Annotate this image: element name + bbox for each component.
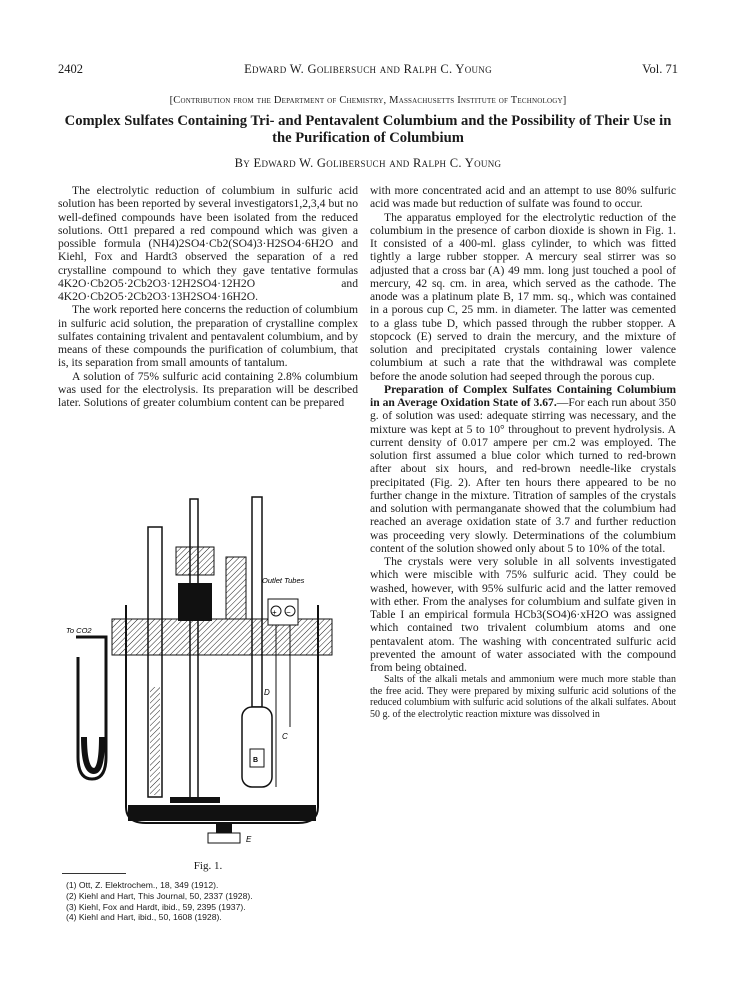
footnote-3: (3) Kiehl, Fox and Hardt, ibid., 59, 2395 (1937).	[66, 901, 246, 912]
running-head-authors: Edward W. Golibersuch and Ralph C. Young	[244, 62, 492, 76]
cup-c-label: C	[282, 732, 288, 741]
page-number: 2402	[58, 62, 83, 76]
solution-paragraph: A solution of 75% sulfuric acid containing 2.8% columbium was used for the electrolysis. Its preparation will be described later. Solutions of greater columbium content can be prepared	[58, 369, 358, 409]
footnotes	[66, 880, 358, 923]
salts-paragraph: Salts of the alkali metals and ammonium were much more stable than the free acid. They were prepared by mixing sulfuric acid solutions of the reduced columbium with sulfuric acid solutions of the alkali sulfates. About 50 g. of the electrolytic reaction mixture was dissolved in	[370, 674, 676, 720]
byline: By Edward W. Golibersuch and Ralph C. Young	[234, 156, 502, 170]
minus-terminal-label: −	[286, 608, 291, 617]
article-title: Complex Sulfates Containing Tri- and Pentavalent Columbium and the Possibility of Their Use in the Purification of Columbium	[64, 113, 672, 146]
right-column	[370, 184, 676, 720]
preparation-section	[370, 383, 676, 555]
apparatus-diagram	[66, 487, 358, 847]
figure-caption: Fig. 1.	[193, 860, 223, 872]
footnote-rule	[62, 873, 126, 874]
work-paragraph: The work reported here concerns the reduction of columbium in sulfuric acid solution, the preparation of crystalline complex sulfates containing trivalent and pentavalent columbium, and by means of these compounds the purification of columbium, that is, its separation from small amounts of tantalum.	[58, 303, 358, 370]
apparatus-paragraph: The apparatus employed for the electrolytic reduction of the columbium in the presence of carbon dioxide is shown in Fig. 1. It consisted of a 400-ml. glass cylinder, to which was fitted tightly a large rubber stopper. A mercury seal stirrer was so adjusted that a cross bar (A) 49 mm. long just touched a pool of mercury, 42 sq. cm. in area, which served as the cathode. The anode was a platinum plate B, 17 mm. sq., which was contained in a porous cup C, 25 mm. in diameter. The latter was cemented to a glass tube D, which passed through the rubber stopper. A stopcock (E) served to drain the mercury, and the mixture of solution and precipitated crystals containing lower valence columbium at such a rate that the withdrawal was complete before the anode solution had seeped through the porous cup.	[370, 210, 676, 383]
footnote-2: (2) Kiehl and Hart, This Journal, 50, 2337 (1928).	[66, 890, 253, 901]
contribution-line: [Contribution from the Department of Chemistry, Massachusetts Institute of Technology]	[169, 95, 567, 106]
section-heading: Preparation of Complex Sulfates Containing Columbium in an Average Oxidation State of 3.67.	[370, 382, 676, 409]
apparatus-figure	[66, 487, 358, 847]
plate-b-label: B	[253, 757, 259, 764]
crystals-paragraph: The crystals were very soluble in all solvents investigated which were miscible with 75% sulfuric acid. They could be washed, however, with 95% sulfuric acid and the latter removed with ether. From the analyses for columbium and sulfate given in Table I an empirical formula HCb3(SO4)6·xH2O was assigned which contained two trivalent columbium atoms and one pentavalent atom. The washing with concentrated sulfuric acid prevented the amount of water associated with the compound from being obtained.	[370, 555, 676, 674]
continued-paragraph: with more concentrated acid and an attempt to use 80% sulfuric acid was made but reduction of sulfate was found to occur.	[370, 184, 676, 211]
running-head	[58, 62, 678, 78]
co2-inlet-label: To CO2	[66, 626, 92, 635]
left-column	[58, 184, 358, 409]
footnote-1: (1) Ott, Z. Elektrochem., 18, 349 (1912).	[66, 880, 219, 890]
volume-number: Vol. 71	[642, 62, 678, 76]
stopcock-e-label: E	[246, 835, 252, 844]
tube-d-label: D	[264, 688, 270, 697]
plus-terminal-label: +	[272, 608, 277, 617]
footnote-4: (4) Kiehl and Hart, ibid., 50, 1608 (1928).	[66, 912, 222, 923]
preparation-text: —For each run about 350 g. of solution was used: adequate stirring was necessary, and the mixture was kept at 5 to 10° throughout to prevent hydrolysis. A current density of 0.017 ampere per cm.2 was employed. The solution first assumed a blue color which turned to red-brown after about six hours, and red-brown needle-like crystals precipitated (Fig. 2). After ten hours there appeared to be no further change in the mixture. Titration of samples of the crystals and solution with permanganate showed that the columbium had reached an average oxidation state of 3.7 and further reduction was proceeding very slowly. Determinations of the columbium content of the solution showed only about 5 to 10% of the total.	[370, 396, 676, 555]
outlet-tubes-label: Outlet Tubes	[262, 576, 305, 585]
intro-paragraph: The electrolytic reduction of columbium in sulfuric acid solution has been reported by several investigators1,2,3,4 but no well-defined compounds have been isolated from the reduced solutions. Ott1 prepared a red compound which was given a possible formula (NH4)2SO4·Cb2(SO4)3·H2SO4·6H2O and Kiehl, Fox and Hardt3 observed the separation of a red crystalline compound to which they gave tentative formulas 4K2O·Cb2O5·2Cb2O3·12H2SO4·12H2O and 4K2O·Cb2O5·2Cb2O3·13H2SO4·16H2O.	[58, 184, 358, 303]
